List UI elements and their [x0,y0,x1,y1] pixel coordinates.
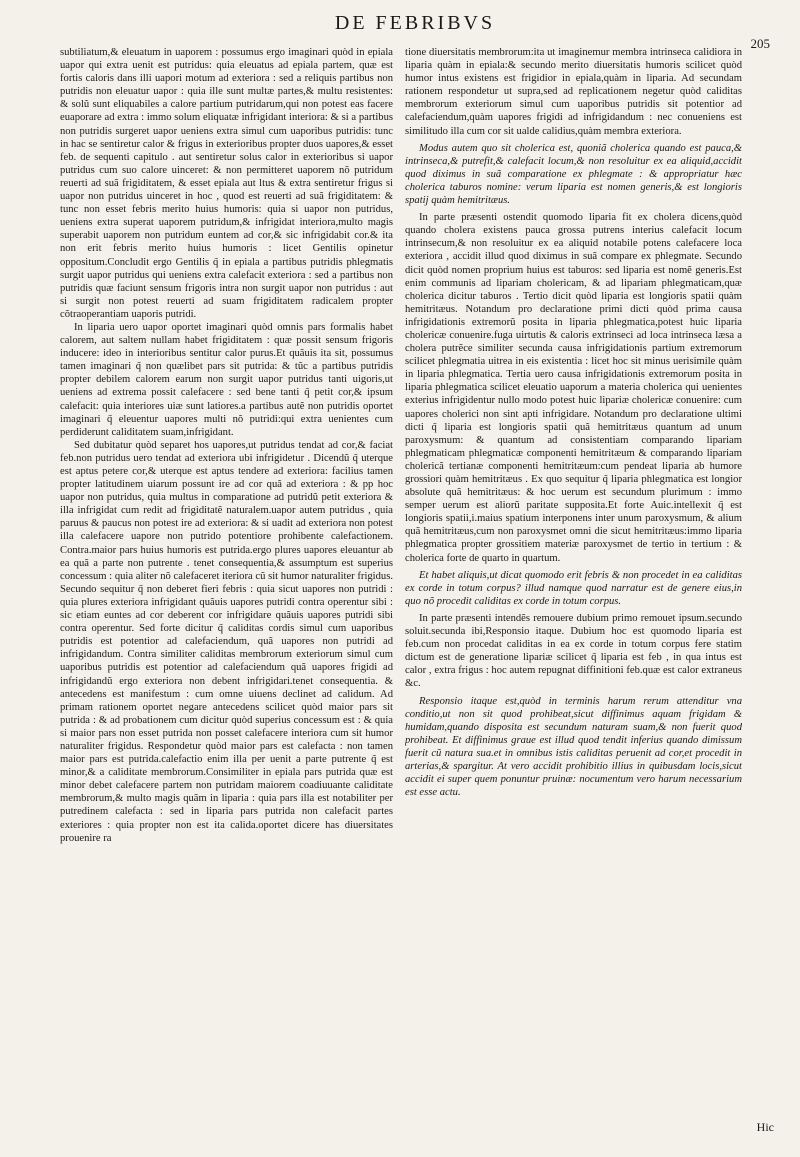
commentary-paragraph: In parte præsenti intendẽs remouere dubium primo remouet ipsum.secundo soluit.secunda ibi,Responsio itaque. Dubium hoc est quomodo liparia est feb.cum non procedat caliditas in ea ex corde in totum corpus fere statim dictum est de generatione lipariæ scilicet q̃ liparia est feb , in qua intus est calor , extra frigus : hoc autem repugnat diffinitioni feb.quæ est calor extraneus &c. [405,612,742,690]
right-column [405,46,742,1141]
lemma-text: Responsio itaque est,quòd in terminis harum rerum attenditur vna conditio,ut non sit quod prohibeat,sicut diffinimus aquam frigidam & humidam,quando disposita est secundum naturam suam,& non fuerit quod prohibeat. Et diffinimus graue est illud quod tendit inferius quando dimissum fuerit cũ natura sua.et in omnibus istis caliditas peruenit ad cor,et procedit in arterias,& spargitur. At vero accidit prohibitio illius in quibusdam locis,sicut accidit ei super quem ponuntur pruinæ: nocumentum vero harum necessarium est esse actu. [405,695,742,799]
page-number: 205 [750,36,770,51]
paragraph: tione diuersitatis membrorum:ita ut imaginemur membra intrinseca calidiora in liparia quàm in epiala:& secundo merito diuersitatis humoris scilicet quòd humor intus existens est frigidior in epiala,quàm in liparia. Ad secundam rationem respondetur ut supra,sed ad replicationem negetur quòd caliditas membrorum exteriorum simul cum uaporibus putridis sit potentior ad calefaciendum,quàm uapores frigidi ad infrigidandum : nec conueniens est similitudo illa cum cor sit ualde calidius,quàm membra exteriora. [405,47,742,137]
left-column [60,46,393,1098]
running-title: DE FEBRIBVS [334,12,496,34]
lemma-text: Modus autem quo sit cholerica est, quoniã cholerica quando est pauca,& intrinseca,& putrefit,& calefacit locum,& non resoluitur ex ea aliquid,accidit quod diximus in suã comparatione ex phlegmate : & appropriatur hæc cholerica taburos nomine: verum liparia est nomen generis,& est longioris spatij quàm hemitritæus. [405,142,742,207]
catchword: Hic [756,1120,774,1134]
paragraph: In liparia uero uapor oportet imaginari quòd omnis pars formalis habet calorem, aut saltem nullam habet frigiditatem : quæ possit sensum frigoris inducere: ideo in interioribus sentitur calor purus.Et quãuis ita sit, possumus tamen imaginari q̃ non quælibet pars sit putrida: & tũc a partibus putridis propter debilem calorem earum non surgit uapor putridus tanti uigoris,ut ueniens ad extrema possit calefacere : sed bene tanti q̃ petit cor,& ipsum calefacit: quia interiores uiæ sunt latiores.a partibus autẽ non putridis oportet imaginari q̃ eleuentur uapores multi nõ putridi:qui extra uenientes cum perdiderunt caliditatem suam,infrigidant. [60,321,393,438]
commentary-paragraph: In parte præsenti ostendit quomodo liparia fit ex cholera dicens,quòd quando cholera existens pauca grossa putrens interius calefacit locum intrinsecum,& non resoluitur ex ea aliquid notabile potens calefacere loca exteriora , accidit illud quod diximus in suã compare ex phlegmate. Secundo dicit quòd nomen proprium huius est taburos: sed liparia est nomẽ generis.Est enim communis ad lipariam cholericam, & ad lipariam phlegmaticam,quæ cholerica dicitur taburos . Tertio dicit quòd liparia est longioris spatii quàm hemitritæus. Notandum pro declaratione primi dicti quòd prima causa infrigidationis extremorũ posita in liparia phlegmatica,potest huic liparia cholericæ conuenire.fuga uirtutis & caloris extrinseci ad loca intrinseca læsa a cholera putrẽce similiter secunda causa infrigidationis partium extremorum scilicet phlegmatia uitrea in eis existentia : licet hoc sit minus uerisimile quàm in liparia phlegmatica. Tertia uero causa infrigidationis extremorum posita in liparia phlegmatica scilicet eleuatio uaporum a materia cholerica qui uenientes exterius infrigidentur nullo modo potest huic lipariæ cholericæ conuenire: cum uapores cholerici non sint apti infrigidare. Notandum pro declaratione ultimi dicti q̃ liparia est longioris spatii quã hemitritæus quantum ad unum paroxysmum: & quantum ad consistentiam comparando lipariam phlegmaticam phlegmaticæ componenti hemitritæum & comparando lipariam cholericã tertianæ componenti hemitritæum:cum pendeat liparia ab humore grossiori quàm hemitritæus . Ex quo sequitur q̃ liparia phlegmatica est longior absolute quã hemitritæus: & hoc uerum est secundum plurimum : immo semper uerum est aliorũ paritate supposita.Et forte Auic.intellexit q̃ est longioris spatii,i.maius spatium interponens inter unum paroxysmum, & alium quã hemitritæus,cum non paroxysmet omni die sicut hemitritæus:immo liparia phlegmatica propter grossitiem materiæ paroxysmet de tertio in tertium : & cholerica forte de quarto in quartum. [405,212,742,564]
lemma-text: Et habet aliquis,ut dicat quomodo erit febris & non procedet in ea caliditas ex corde in totum corpus? illud namque quod narratur est de genere eius,in quo nõ procedit caliditas ex corde in totum corpus. [405,569,742,607]
paragraph: Sed dubitatur quòd separet hos uapores,ut putridus tendat ad cor,& faciat feb.non putridus uero tendat ad exteriora ubi infrigidetur . Dicendũ q̃ uterque est aptus petere cor,& uterque est aptus tendere ad exteriora: facilius tamen propter latitudinem uiarum possunt ire ad cor quã ad exteriora : & pp hoc uapor non putridus, quia multus in comparatione ad putridũ petit exteriora & illa infrigidat cum redit ad frigiditatẽ naturalem.uapor autem putridus , quia paruus & paucus non potest ire ad exteriora: & si uadit ad exteriora non potest illa calefacere uapore non putrido potentiore prohibente calefactionem. Contra.maior pars huius humoris est putrida.ergo plures uapores eleuantur ab ea quã a parte non putrente . tenet consequentia,& assumptum est superius concessum : quia aliter nõ calefaceret iteriora cũ sit humor naturaliter frigidus. Secundo sequitur q̃ non deberet fieri febris : quia sicut uapores non putridi : quia plures exteriora infrigidant quãuis uapores putridi contra operentur sibi : sic etiam euntes ad cor deberent cor infrigidare quãuis uapores putridi sibi contra operentur. Sed forte dicitur q̃ caliditas cordis simul cum uaporibus putridis est potentior ad calefaciendum, quã uapores non putridi ad infrigidandum. Contra similiter caliditas membrorum exteriorum simul cum uaporibus putridis est potentior ad calefaciendum quã uapores frigidi ad infrigidandũ ergo exteriora non debent infrigidari.tenet consequentia. & antecedens est manifestum : cum omne uiuens declinet ad calidum. Ad primam rationem oportet negare antecedens scilicet quòd maior pars sit putrida : & ad probationem cum dicitur quòd superius concessum est : & quia si maior pars non esset putrida non posset calefacere interiora cum sit humor naturaliter frigidus. Respondetur quòd maior pars est calefacta : non tamen maior pars est putrida.calefactio enim illa per uenit a parte putrente q̃ est minor,& a caliditate membrorum.Consimiliter in epiala pars putrida quæ est minor debet calefacere partem non putridam maiorem coadiuuante caliditate membrorum,& multo magis quãm in liparia : quia pars illa est notabiliter per putredinem calefacta : sed in liparia pars putrida non calefacit partes exteriores : quia propter non est ita calida.oportet dicere has diuersitates prouenire ra [60,439,393,844]
paragraph: subtiliatum,& eleuatum in uaporem : possumus ergo imaginari quòd in epiala uapor qui extra uenit est putridus: quia eleuatus ad epiala partem, quæ est fortis caloris dans illi uapori motum ad exteriora : sed a reliquis partibus non putridis non eleuatur uapor : quia ille sunt multæ partes,& multu resistentes: & solũ sunt eliquabiles a calore partium putridarum,qui non potest eas facere euaporare ad extra : immo solum eliquatæ infrigidant interiora: & si a partibus non putridis surgeret uapor ueniens extra simul cum uaporibus putridis: tunc in hac se sentiretur calor & frigus in exterioribus propter duos uapores,& esset feb. de sequenti capitulo . aut sentiretur solus calor in exterioribus si uapor putridus cum suo calore uinceret: & non permitteret uaporem nõ putridum reuerti ad suã frigiditatem, & esset epiala aut ltus & extra sentiretur frigus si uapor non putridus uinceret in hoc , quod est reuerti ad suã frigiditatem: & tunc non esset febris merito huius humoris: quia si uapor non putridus, ueniens extra superat uaporem putridum,& infrigidat interiora,multo magis superabit uaporem non putridum euntem ad cor,& sic infrigidabit cor.& ita non erit febris merito huius humoris : licet Gentilis opinetur oppositum.Concludit ergo Gentilis q̃ in epiala a partibus putridis phlegmatis surgit uapor putridus qui ueniens extra calefacit exteriora : sed a partibus non putridis quæ faciunt sensum frigoris intra non surgit uapor non putridus : aut si surgit non potest reuerti ad suam frigiditatem radicalem propter cõtraoperantiam uaporis putridi. [60,47,393,320]
